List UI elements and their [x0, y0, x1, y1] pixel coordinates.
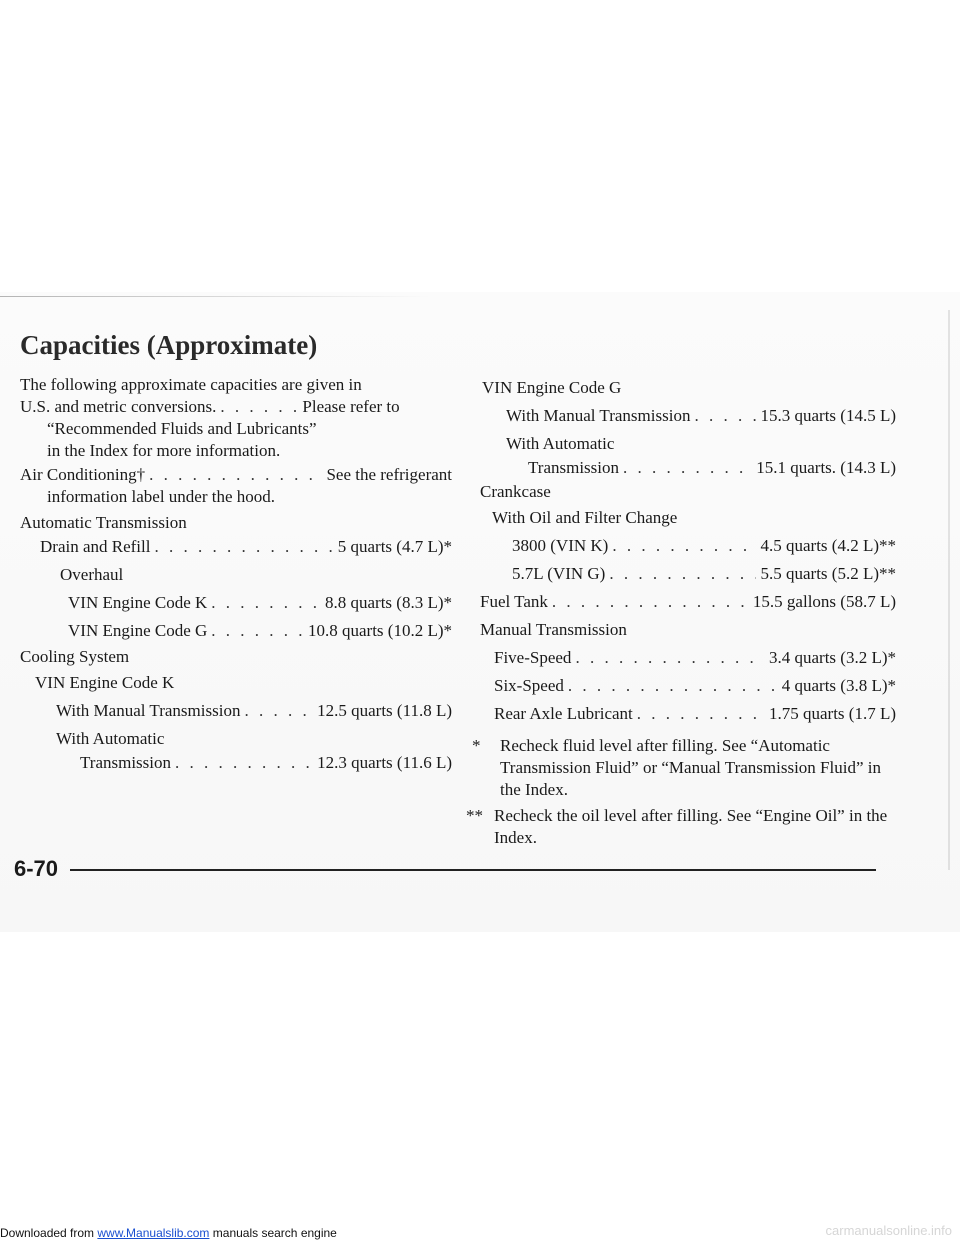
capacity-entry-cool-auto: [20, 728, 452, 750]
entry-label: VIN Engine Code G: [482, 378, 622, 397]
entry-label: Automatic Transmission: [20, 513, 187, 532]
entry-value: 1.75 quarts (1.7 L): [768, 704, 896, 723]
dot-leader: [149, 464, 322, 486]
entry-label: With Automatic: [506, 434, 615, 453]
dot-leader: [612, 535, 756, 557]
dot-leader: [244, 700, 313, 722]
footnote-item: [466, 805, 896, 849]
dot-leader: [211, 620, 304, 642]
entry-label: Cooling System: [20, 647, 130, 666]
capacity-entry-57l: [466, 563, 896, 585]
entry-value: 5 quarts (4.7 L)*: [337, 537, 452, 556]
capacity-entry-cool-vin-k: [20, 672, 452, 694]
left-column: [20, 374, 452, 776]
entry-label: 5.7L (VIN G): [512, 564, 606, 583]
entry-label: With Oil and Filter Change: [492, 508, 678, 527]
entry-label: Drain and Refill: [40, 537, 151, 556]
entry-value: 3.4 quarts (3.2 L)*: [768, 648, 896, 667]
entry-label: Transmission: [528, 458, 620, 477]
entry-label: Six-Speed: [494, 676, 564, 695]
entry-label: Rear Axle Lubricant: [494, 704, 633, 723]
capacity-entry-overhaul: [20, 564, 452, 586]
entry-value: 12.5 quarts (11.8 L): [317, 701, 452, 720]
intro-line-1: The following approximate capacities are given in: [20, 375, 362, 394]
capacity-entry-cool-auto-trans: [20, 752, 452, 774]
page-number: 6-70: [14, 856, 59, 881]
entry-label: VIN Engine Code K: [68, 593, 208, 612]
intro-line-2-text: U.S. and metric conversions.: [20, 397, 217, 416]
entry-value: 15.1 quarts. (14.3 L): [756, 458, 896, 477]
footer-rule: [70, 869, 876, 871]
watermark-text: carmanualsonline.info: [825, 1223, 952, 1238]
footnote-text: Recheck fluid level after filling. See “Automatic Transmission Fluid” or “Manual Transmission Fluid” in the Index.: [500, 736, 881, 799]
intro-paragraph: [20, 374, 452, 462]
intro-line-4: in the Index for more information.: [47, 441, 281, 460]
capacity-entry-five: [466, 647, 896, 669]
entry-label: Five-Speed: [494, 648, 572, 667]
page-edge: [948, 310, 950, 870]
capacity-entry-manual-trans: [466, 619, 896, 641]
top-divider: [0, 296, 430, 297]
capacity-entry-ac: [20, 464, 452, 508]
dot-leader: [694, 405, 756, 427]
entry-label: 3800 (VIN K): [512, 536, 609, 555]
capacity-entry-vin-g: [20, 620, 452, 642]
dot-leader: [211, 592, 321, 614]
capacity-entry-fuel: [466, 591, 896, 613]
capacity-entry-3800: [466, 535, 896, 557]
dot-leader: [637, 703, 765, 725]
footnote-text: Recheck the oil level after filling. See “Engine Oil” in the Index.: [494, 806, 888, 847]
footnote-item: [466, 735, 896, 801]
entry-continuation: information label under the hood.: [47, 487, 276, 506]
entry-label: With Manual Transmission: [56, 701, 241, 720]
entry-label: Overhaul: [60, 565, 124, 584]
entry-value: 8.8 quarts (8.3 L)*: [324, 593, 452, 612]
entry-value: See the refrigerant: [326, 465, 452, 484]
intro-line-2-value: Please refer to: [302, 397, 400, 416]
intro-line-2: [20, 396, 452, 418]
dot-leader: [552, 591, 749, 613]
dot-leader: [623, 457, 752, 479]
dot-leader: [154, 536, 333, 558]
banner-suffix: manuals search engine: [209, 1226, 337, 1240]
capacity-entry-rear-axle: [466, 703, 896, 725]
entry-label: Manual Transmission: [480, 620, 627, 639]
dot-leader: [568, 675, 778, 697]
entry-label: Air Conditioning†: [20, 465, 146, 484]
capacity-entry-six: [466, 675, 896, 697]
page-title: Capacities (Approximate): [20, 330, 318, 360]
capacity-entry-vin-k: [20, 592, 452, 614]
capacity-entry-auto-trans: [20, 512, 452, 534]
dot-leader: [175, 752, 313, 774]
capacity-entry-r-vin-g: [466, 377, 896, 399]
capacity-entry-crankcase: [466, 481, 896, 503]
entry-label: Fuel Tank: [480, 592, 548, 611]
entry-label: Transmission: [80, 753, 172, 772]
capacity-entry-r-manual: [466, 405, 896, 427]
entry-label: Crankcase: [480, 482, 551, 501]
download-banner: [0, 1224, 600, 1242]
capacity-entry-r-auto-trans: [466, 457, 896, 479]
entry-value: 15.5 gallons (58.7 L): [752, 592, 896, 611]
capacity-entry-oil-filter: [466, 507, 896, 529]
dot-leader: [609, 563, 756, 585]
capacity-entry-cool-manual: [20, 700, 452, 722]
intro-line-3: “Recommended Fluids and Lubricants”: [47, 419, 317, 438]
capacity-entry-r-auto: [466, 433, 896, 455]
entry-label: VIN Engine Code K: [35, 673, 175, 692]
manualslib-link[interactable]: www.Manualslib.com: [97, 1226, 210, 1240]
entry-value: 15.3 quarts (14.5 L): [760, 406, 896, 425]
entry-value: 4.5 quarts (4.2 L)**: [760, 536, 896, 555]
dot-leader: [575, 647, 765, 669]
right-column: [466, 377, 896, 849]
entry-label: VIN Engine Code G: [68, 621, 208, 640]
capacity-entry-drain: [20, 536, 452, 558]
entry-label: With Manual Transmission: [506, 406, 691, 425]
footnote-mark: *: [472, 736, 481, 755]
entry-value: 4 quarts (3.8 L)*: [781, 676, 896, 695]
banner-prefix: Downloaded from: [0, 1226, 98, 1240]
entry-label: With Automatic: [56, 729, 165, 748]
footnotes: [466, 735, 896, 849]
dot-leader: [220, 396, 298, 418]
capacity-entry-cooling: [20, 646, 452, 668]
entry-value: 5.5 quarts (5.2 L)**: [760, 564, 896, 583]
left-capacity-list: [20, 464, 452, 774]
entry-value: 12.3 quarts (11.6 L): [317, 753, 452, 772]
entry-value: 10.8 quarts (10.2 L)*: [307, 621, 452, 640]
right-capacity-list: [466, 377, 896, 725]
footnote-mark: **: [466, 806, 483, 825]
